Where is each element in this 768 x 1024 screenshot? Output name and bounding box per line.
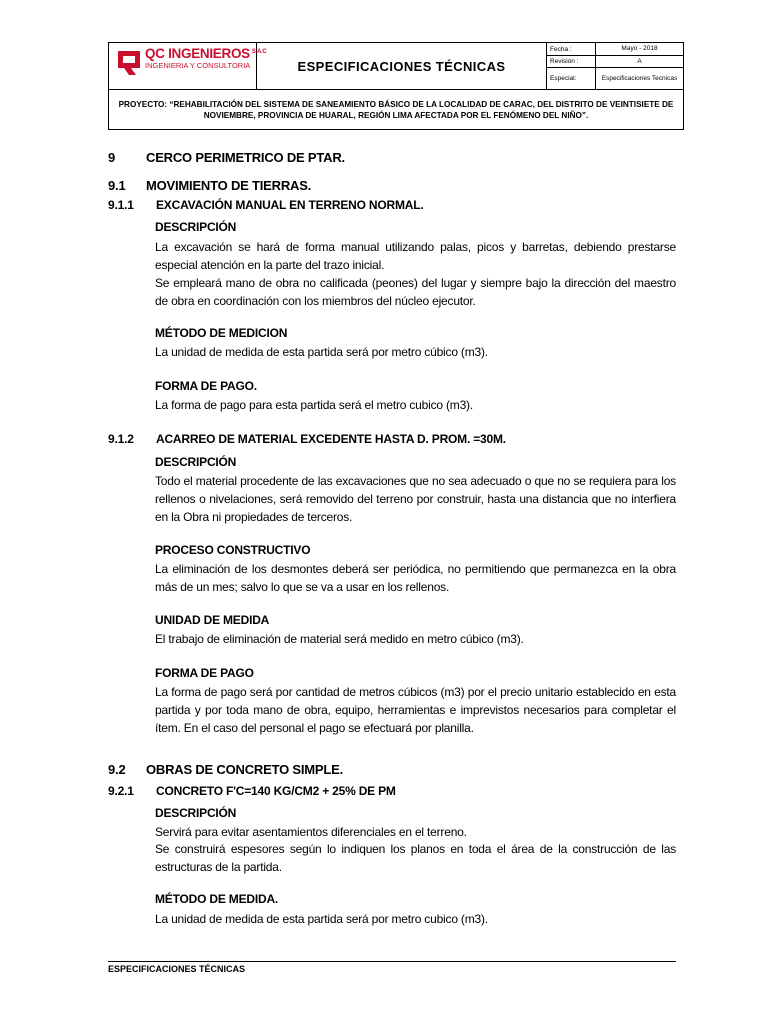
- section-heading: [108, 762, 343, 777]
- paragraph-heading: MÉTODO DE MEDICION: [155, 326, 288, 340]
- subsection-title: EXCAVACIÓN MANUAL EN TERRENO NORMAL.: [156, 198, 424, 212]
- subsection-title: ACARREO DE MATERIAL EXCEDENTE HASTA D. PROM. =30M.: [156, 432, 506, 446]
- section-title: MOVIMIENTO DE TIERRAS.: [146, 178, 312, 193]
- meta-row-fecha: [547, 43, 683, 56]
- meta-value: Mayo - 2018: [595, 43, 683, 55]
- meta-row-revision: [547, 56, 683, 68]
- paragraph-heading: UNIDAD DE MEDIDA: [155, 613, 270, 627]
- section-heading: [108, 178, 311, 193]
- qc-logo-icon: [115, 48, 143, 78]
- meta-value: A: [595, 56, 683, 67]
- subsection-number: 9.2.1: [108, 784, 134, 798]
- paragraph: Servirá para evitar asentamientos diferenciales en el terreno.: [155, 825, 467, 839]
- subsection-heading: [108, 198, 423, 212]
- section-title: CERCO PERIMETRICO DE PTAR.: [146, 150, 345, 165]
- section-title: OBRAS DE CONCRETO SIMPLE.: [146, 762, 344, 777]
- paragraph: La unidad de medida de esta partida será por metro cúbico (m3).: [155, 345, 488, 359]
- meta-label: Fecha :: [550, 45, 572, 53]
- paragraph: La unidad de medida de esta partida será por metro cubico (m3).: [155, 912, 488, 926]
- paragraph: La forma de pago será por cantidad de metros cúbicos (m3) por el precio unitario establecido en esta partida y por toda mano de obra, equipo, herramientas e imprevistos necesarios para completar el ítem. En el caso del personal el pago se efectuará por planilla.: [155, 685, 676, 735]
- paragraph-heading: DESCRIPCIÓN: [155, 806, 237, 820]
- paragraph-heading: MÉTODO DE MEDIDA.: [155, 892, 279, 906]
- meta-label: Revisión :: [550, 58, 579, 65]
- paragraph-heading: DESCRIPCIÓN: [155, 455, 237, 469]
- paragraph: El trabajo de eliminación de material será medido en metro cúbico (m3).: [155, 632, 524, 646]
- footer-divider: [108, 961, 676, 962]
- meta-row-especial: [547, 68, 683, 89]
- paragraph: La excavación se hará de forma manual utilizando palas, picos y barretas, debiendo prestarse especial atención en la parte del trazo inicial.: [155, 240, 676, 272]
- paragraph-heading: FORMA DE PAGO: [155, 666, 254, 680]
- section-number: 9.2: [108, 762, 126, 777]
- section-number: 9: [108, 150, 116, 165]
- section-number: 9.1: [108, 178, 126, 193]
- paragraph-heading: PROCESO CONSTRUCTIVO: [155, 543, 311, 557]
- subsection-title: CONCRETO F'C=140 KG/CM2 + 25% DE PM: [156, 784, 396, 798]
- meta-value: Especificaciones Tecnicas: [595, 68, 683, 89]
- paragraph: Se construirá espesores según lo indiquen los planos en toda el área de la construcción de las estructuras de la partida.: [155, 842, 676, 874]
- footer-label: ESPECIFICACIONES TÉCNICAS: [108, 964, 246, 974]
- subsection-number: 9.1.1: [108, 198, 134, 212]
- subsection-heading: [108, 432, 506, 446]
- company-logo: [109, 43, 267, 89]
- project-description: PROYECTO: “REHABILITACIÓN DEL SISTEMA DE SANEAMIENTO BÁSICO DE LA LOCALIDAD DE CARAC, DEL DISTRITO DE VEINTISIETE DE NOVIEMBRE, PROVINCIA DE HUARAL, REGIÓN LIMA AFECTADA POR EL FENÓMENO DEL NIÑO”.: [109, 89, 683, 129]
- meta-table: [547, 43, 683, 89]
- paragraph: La eliminación de los desmontes deberá ser periódica, no permitiendo que permanezca en la obra más de un mes; salvo lo que se va a usar en los rellenos.: [155, 562, 676, 594]
- paragraph: Todo el material procedente de las excavaciones que no sea adecuado o que no se requiera para los rellenos o nivelaciones, será removido del terreno por construir, hasta una distancia que no interfiera en la Obra ni propiedades de terceros.: [155, 474, 676, 524]
- section-heading: [108, 150, 345, 165]
- document-title: ESPECIFICACIONES TÉCNICAS: [257, 43, 547, 89]
- paragraph-heading: FORMA DE PAGO.: [155, 379, 257, 393]
- paragraph: Se empleará mano de obra no calificada (peones) del lugar y siempre bajo la dirección del maestro de obra en coordinación con los miembros del núcleo ejecutor.: [155, 276, 676, 308]
- subsection-heading: [108, 784, 396, 798]
- subsection-number: 9.1.2: [108, 432, 134, 446]
- paragraph: La forma de pago para esta partida será el metro cubico (m3).: [155, 398, 473, 412]
- logo-tagline: INGENIERIA Y CONSULTORIA: [145, 61, 251, 70]
- paragraph-heading: DESCRIPCIÓN: [155, 220, 237, 234]
- document-header: [108, 42, 684, 130]
- logo-suffix: S.A.C: [251, 49, 267, 55]
- meta-label: Especial:: [550, 75, 577, 82]
- logo-company-name: QC INGENIEROS $^{S.A.C}$: [145, 46, 267, 61]
